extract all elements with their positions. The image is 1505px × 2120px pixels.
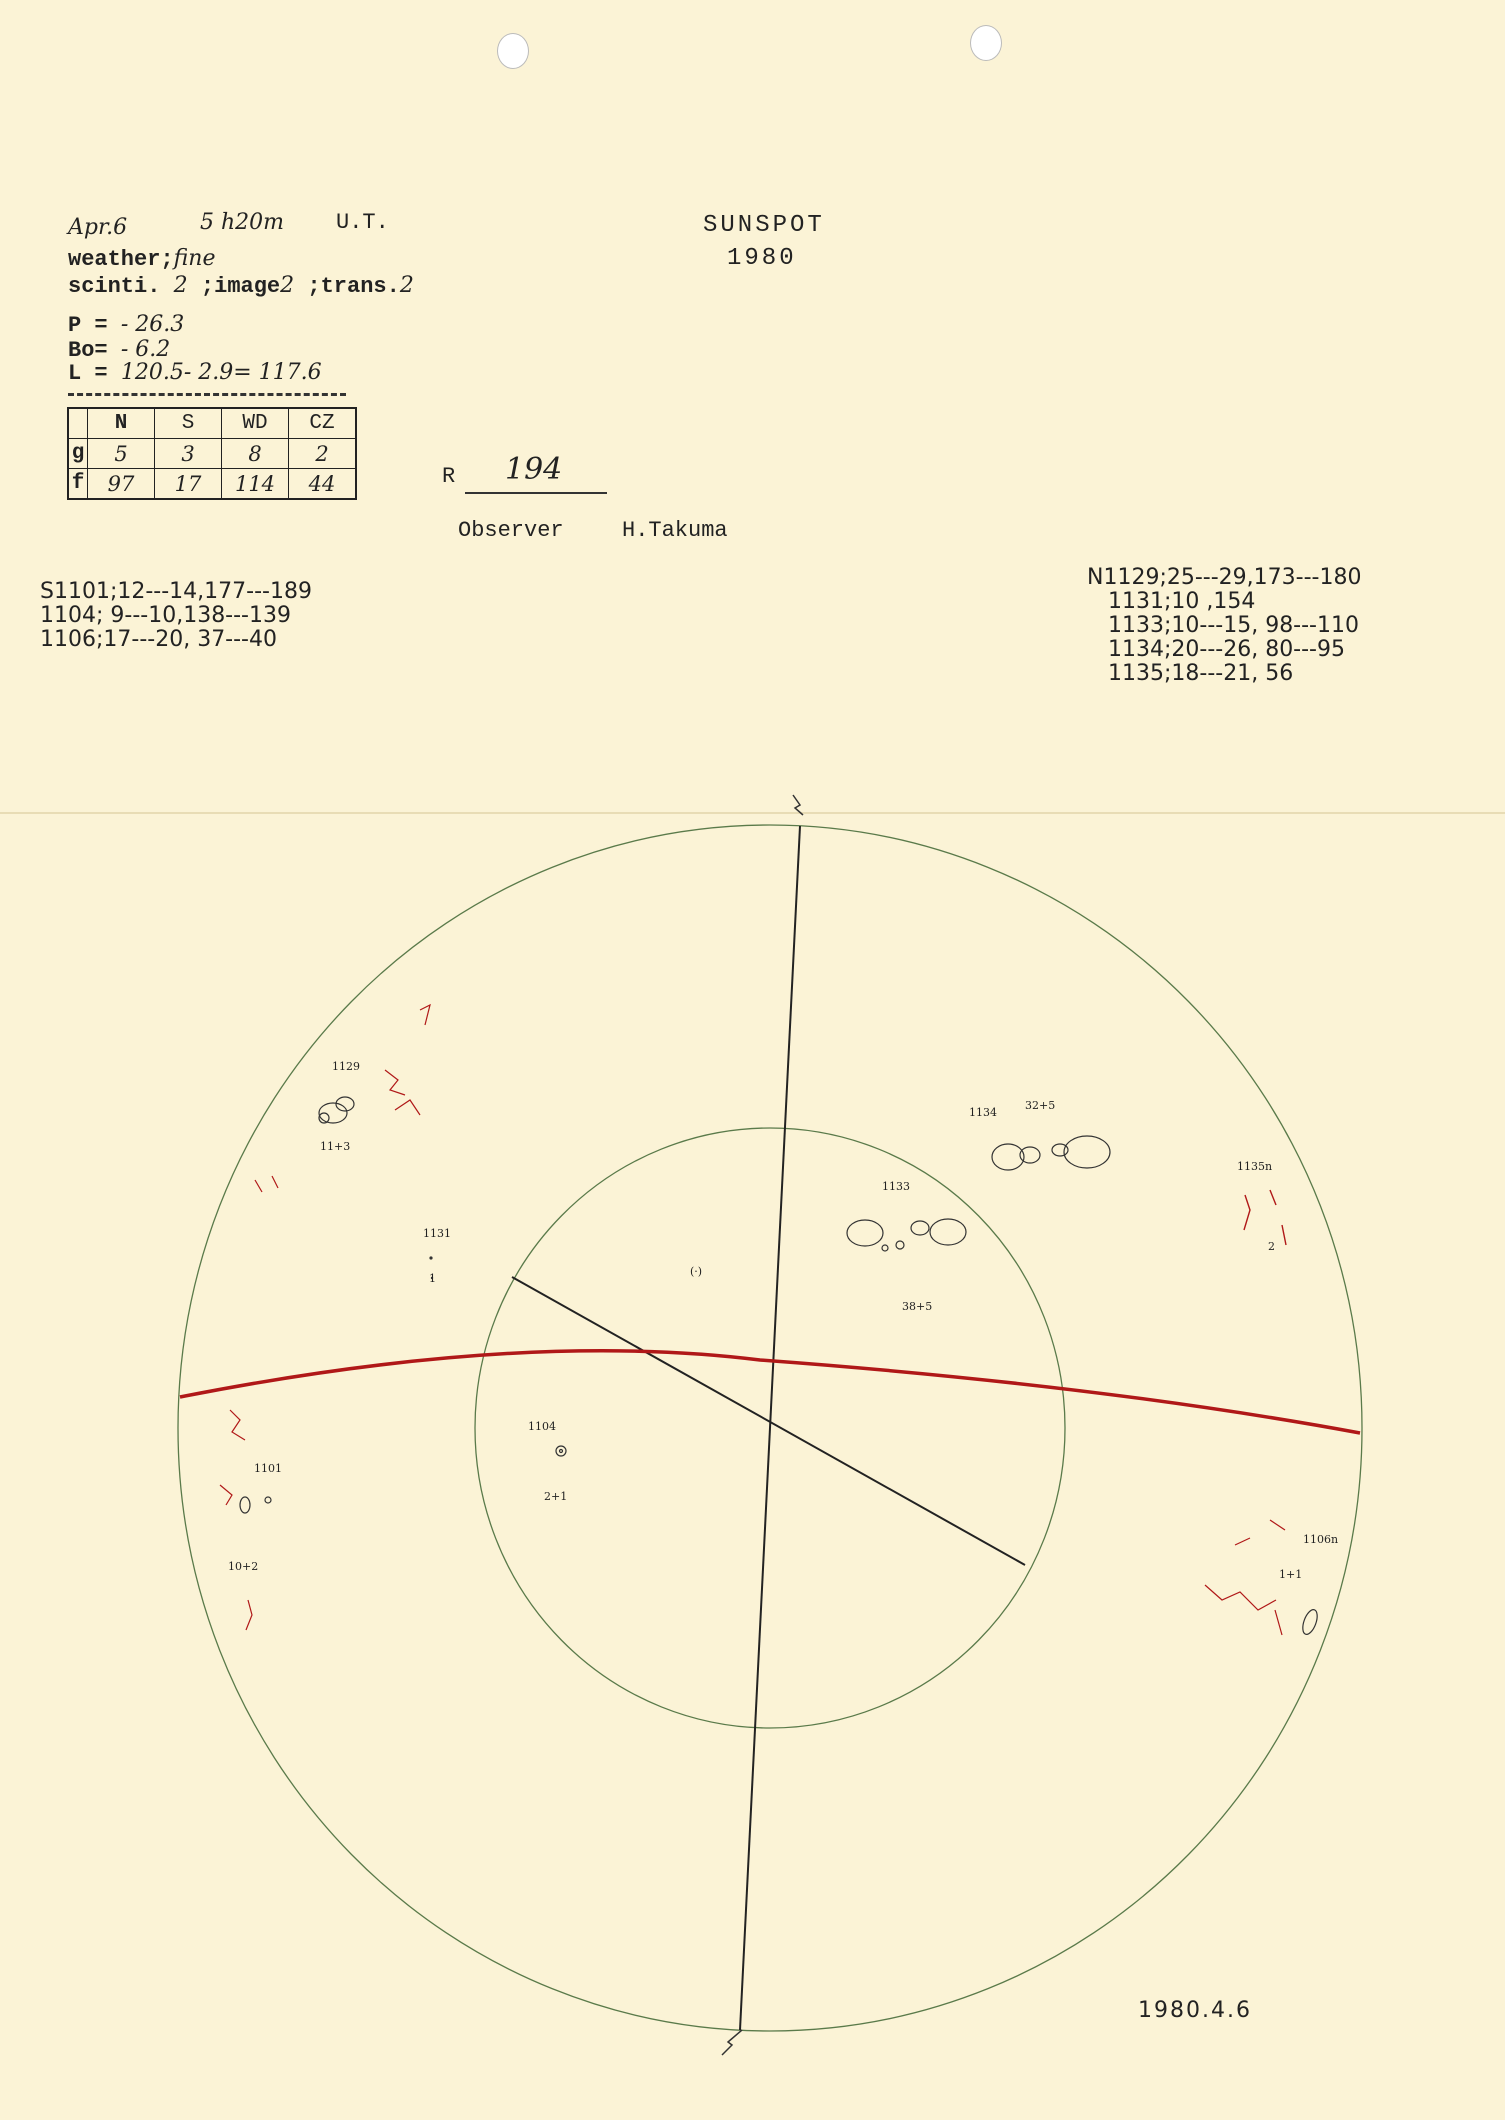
label-1104-count: 2+1 xyxy=(544,1490,568,1503)
spot-group-1129-sketch xyxy=(319,1097,354,1123)
weather-label: weather; xyxy=(68,247,174,272)
r-label: R xyxy=(442,464,456,489)
image-label: ;image xyxy=(200,274,281,299)
footer-date: 1980.4.6 xyxy=(1138,1998,1252,2023)
label-1131-count: 1 xyxy=(429,1272,436,1285)
observer-name: H.Takuma xyxy=(622,518,728,543)
f-wd: 114 xyxy=(222,469,289,500)
row-label-g: g xyxy=(68,439,88,469)
f-cz: 44 xyxy=(289,469,357,500)
g-n: 5 xyxy=(88,439,155,469)
sheet-year: 1980 xyxy=(727,245,797,272)
spot-group-1101-sketch xyxy=(220,1410,252,1630)
f-n: 97 xyxy=(88,469,155,500)
col-header-s: S xyxy=(155,408,222,439)
weather-value: fine xyxy=(173,246,216,271)
col-header-cz: CZ xyxy=(289,408,357,439)
trans-value: 2 xyxy=(399,273,414,298)
list-item: 1104; 9---10,138---139 xyxy=(40,603,291,628)
spot-group-1101-dark-sketch xyxy=(240,1497,271,1513)
list-item: 1134;20---26, 80---95 xyxy=(1108,637,1345,662)
list-item: 1133;10---15, 98---110 xyxy=(1108,613,1359,638)
north-pole-mark xyxy=(793,795,803,815)
label-1129-count: 11+3 xyxy=(320,1140,351,1153)
sheet-title: SUNSPOT xyxy=(703,212,825,239)
spot-group-1106-sketch xyxy=(1205,1520,1285,1635)
l-value: 120.5- 2.9= 117.6 xyxy=(120,360,322,385)
scinti-label: scinti. xyxy=(68,274,161,299)
r-value: 194 xyxy=(505,452,563,487)
spot-group-1133-sketch xyxy=(847,1219,966,1251)
row-label-f: f xyxy=(68,469,88,500)
south-pole-mark xyxy=(722,2030,742,2055)
spot-group-1134-sketch xyxy=(992,1136,1110,1170)
list-item: 1135;18---21, 56 xyxy=(1108,661,1294,686)
b0-value: - 6.2 xyxy=(120,337,171,362)
g-cz: 2 xyxy=(289,439,357,469)
col-header-wd: WD xyxy=(222,408,289,439)
l-label: L = xyxy=(68,361,108,386)
label-1135: 1135n xyxy=(1237,1160,1273,1173)
g-wd: 8 xyxy=(222,439,289,469)
time-value: 5 h20m xyxy=(200,210,285,235)
b0-label: Bo= xyxy=(68,338,108,363)
label-1106: 1106n xyxy=(1303,1533,1339,1546)
observer-label: Observer xyxy=(458,518,564,543)
pole-axis-line xyxy=(740,826,800,2030)
p-label: P = xyxy=(68,313,108,338)
list-item: N1129;25---29,173---180 xyxy=(1087,565,1362,590)
label-1131: 1131 xyxy=(423,1227,451,1240)
label-1129: 1129 xyxy=(332,1060,360,1073)
list-item: 1106;17---20, 37---40 xyxy=(40,627,277,652)
time-unit: U.T. xyxy=(336,210,389,235)
scinti-value: 2 xyxy=(173,273,188,298)
spot-group-1135-sketch xyxy=(1244,1190,1286,1245)
label-1104: 1104 xyxy=(528,1420,556,1433)
label-1133: 1133 xyxy=(882,1180,910,1193)
label-1101-count: 10+2 xyxy=(228,1560,259,1573)
trans-label: ;trans. xyxy=(307,274,400,299)
f-s: 17 xyxy=(155,469,222,500)
date-value: Apr.6 xyxy=(68,215,128,240)
spot-group-1104-sketch xyxy=(556,1446,566,1456)
list-item: S1101;12---14,177---189 xyxy=(40,579,312,604)
list-item: 1131;10 ,154 xyxy=(1108,589,1256,614)
spot-group-1106-dark-sketch xyxy=(1300,1608,1320,1637)
image-value: 2 xyxy=(280,273,295,298)
label-1106-count: 1+1 xyxy=(1279,1568,1303,1581)
spot-group-1129-red-sketch xyxy=(255,1005,430,1192)
label-1134: 1134 xyxy=(969,1106,997,1119)
central-meridian-line xyxy=(512,1277,1025,1565)
label-center: (·) xyxy=(690,1265,703,1278)
label-1133-count: 38+5 xyxy=(902,1300,933,1313)
g-s: 3 xyxy=(155,439,222,469)
label-1135-count: 2 xyxy=(1268,1240,1275,1253)
col-header-n: N xyxy=(88,408,155,439)
label-1101: 1101 xyxy=(254,1462,282,1475)
label-1134-count: 32+5 xyxy=(1025,1099,1056,1112)
p-value: - 26.3 xyxy=(120,312,185,337)
